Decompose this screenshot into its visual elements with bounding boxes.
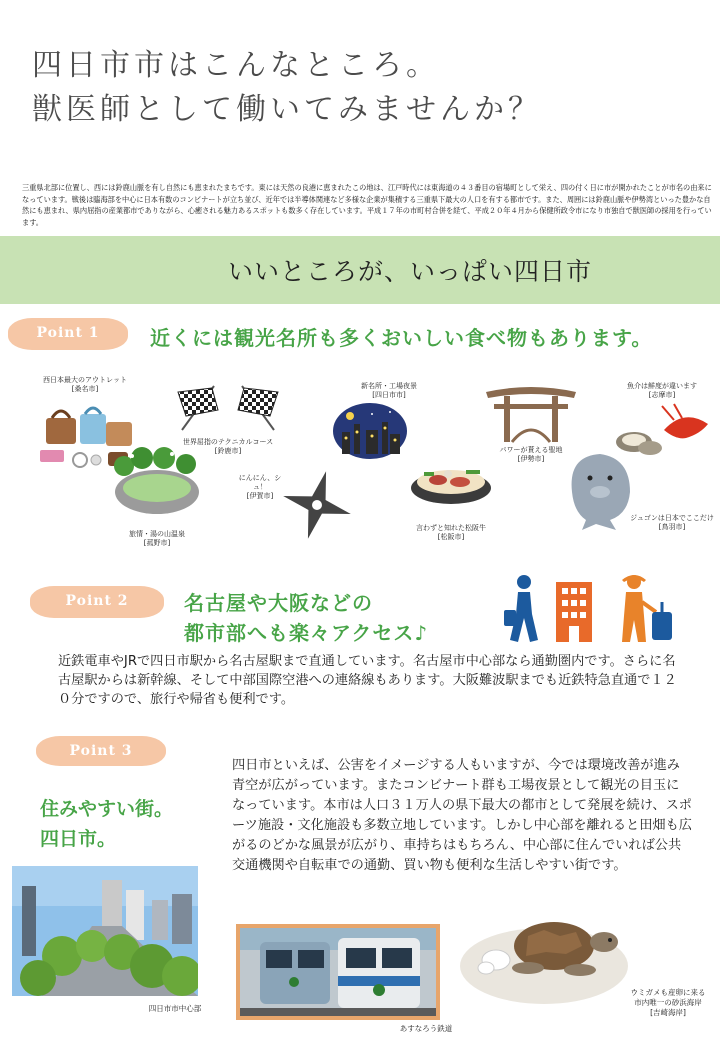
turtle-caption: ウミガメも産卵に来る 市内唯一の砂浜海岸 [吉崎海岸]	[630, 988, 706, 1017]
shrine-caption: パワーが貰える聖地 [伊勢市]	[499, 446, 563, 463]
city-photo	[12, 866, 198, 996]
point3-heading-line-2: 四日市。	[40, 828, 117, 850]
point3-body: 四日市といえば、公害をイメージする人もいますが、今では環境改善が進み青空が広がっています。またコンビナート群も工場夜景として観光の目玉になっています。本市は人口３１万人の県下最大の都市として発展を続け、スポーツ施設・文化施設も多数立地しています。しかし中心部を離れると田畑も広がるのどかな風景が広がり、車持ちはもちろん、中心部に住んでいれば公共交通機関や自転車での通勤、買い物も便利な生活しやすい街です。	[232, 758, 692, 873]
title-line-2: 獣医師として働いてみませんか？	[32, 92, 542, 127]
point3-heading-line-1: 住みやすい街。	[40, 798, 174, 820]
traveler-luggage-icon	[614, 572, 678, 646]
hot-spring-icon	[112, 446, 202, 516]
night-view-caption: 新名所・工場夜景 [四日市市]	[361, 382, 417, 399]
walking-person-icon	[500, 574, 544, 646]
dugong-group	[558, 448, 720, 540]
intro-text: 三重県北部に位置し、西には鈴鹿山脈を有し自然にも恵まれたまちです。東には天然の良港に恵まれたこの地は、江戸時代には東海道の４３番目の宿場町として栄え、四の付く日に市が開かれたことが市名の由来になっています。戦後は臨海部を中心に日本有数のコンビナートが立ち並び、近年では半導体関連など多様な企業が集積する三重県下最大の人口を有する都市です。また、周囲には鈴鹿山脈や伊勢湾といった豊かな自然にも恵まれ、県内屈指の産業都市でありながら、心癒される魅力あるスポットも数多く存在しています。平成１７年の市町村合併を経て、平成２０年４月から保健所政令市になり市独自で獣医師の採用を行っています。	[22, 183, 712, 227]
point2-badge: Point 2	[30, 586, 164, 618]
title-line-1: 四日市市はこんなところ。	[32, 48, 440, 83]
train-photo	[236, 924, 440, 1020]
onsen-group	[112, 446, 202, 552]
point1-badge: Point 1	[8, 318, 128, 350]
ninja-group	[232, 474, 358, 544]
point2-heading	[184, 588, 428, 648]
point3-badge: Point 3	[36, 736, 166, 766]
ninja-caption: にんにん、シュ！ [伊賀市]	[238, 474, 282, 500]
outlet-caption: 西日本最大のアウトレット [桑名市]	[43, 376, 127, 393]
night-factory-icon	[332, 402, 408, 460]
point2-heading-line-1: 名古屋や大阪などの	[184, 591, 373, 615]
seafood-caption: 魚介は鮮度が違います [志摩市]	[627, 382, 697, 399]
point3-heading	[40, 794, 173, 854]
point1-heading: 近くには観光名所も多くおいしい食べ物もあります。	[150, 326, 653, 350]
sea-turtle-icon	[458, 906, 630, 1006]
point2-body: 近鉄電車やJRで四日市駅から名古屋駅まで直通しています。名古屋市中心部なら通勤圏内です。さらに名古屋駅からは新幹線、そして中部国際空港への連絡線もあります。大阪難波駅までも近鉄特急直通で１２０分ですので、旅行や帰省も便利です。	[58, 654, 677, 707]
torii-gate-icon	[484, 384, 578, 444]
shuriken-icon	[280, 468, 354, 542]
sukiyaki-icon	[406, 450, 496, 510]
page-title	[32, 44, 542, 132]
city-caption: 四日市市中心部	[148, 1004, 202, 1013]
onsen-caption: 旅情・湯の山温泉 [菰野市]	[129, 530, 185, 547]
beef-group	[406, 450, 496, 550]
point2-heading-line-2: 都市部へも楽々アクセス♪	[184, 621, 429, 645]
circuit-caption: 世界屈指のテクニカルコース [鈴鹿市]	[182, 438, 274, 455]
banner-text: いいところが、いっぱい四日市	[228, 257, 593, 286]
building-icon	[554, 578, 594, 644]
checkered-flag-icon	[172, 382, 284, 432]
train-caption: あすなろう鉄道	[399, 1024, 453, 1033]
beef-caption: 言わずと知れた松阪牛 [松阪市]	[416, 524, 486, 541]
dugong-caption: ジュゴンは日本でここだけ [鳥羽市]	[630, 514, 714, 531]
